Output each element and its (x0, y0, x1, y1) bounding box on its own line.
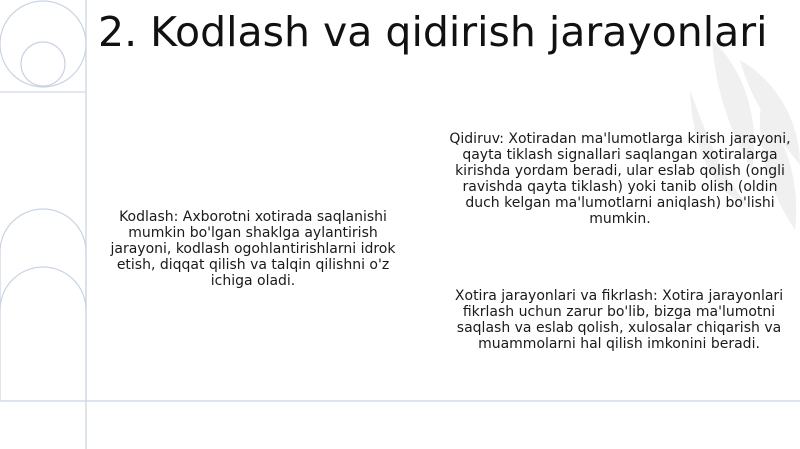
large-circle (0, 1, 86, 87)
text-block-kodlash: Kodlash: Axborotni xotirada saqlanishi mumkin bo'lgan shaklga aylantirish jarayoni, kodlash ogohlantirishlarni idrok etish, diqqat qilish va talqin qilishni o'z ichiga oladi. (110, 209, 396, 289)
text-block-xotira-fikrlash: Xotira jarayonlari va fikrlash: Xotira jarayonlari fikrlash uchun zarur bo'lib, bizga ma'lumotni saqlash va eslab qolish, xulosalar chiqarish va muammolarni hal qilish imkonini beradi. (454, 288, 784, 352)
text-block-qidiruv: Qidiruv: Xotiradan ma'lumotlarga kirish jarayoni, qayta tiklash signallari saqlangan xotiralarga kirishda yordam beradi, ular eslab qolish (ongli ravishda qayta tiklash) yoki tanib olish (oldin duch kelgan ma'lumotlarni aniqlash) bo'lishi mumkin. (449, 131, 791, 227)
arch-shape-upper (0, 209, 86, 401)
slide-title: 2. Kodlash va qidirish jarayonlari (98, 8, 768, 56)
arch-shape-lower (0, 267, 86, 310)
small-circle (21, 42, 65, 86)
